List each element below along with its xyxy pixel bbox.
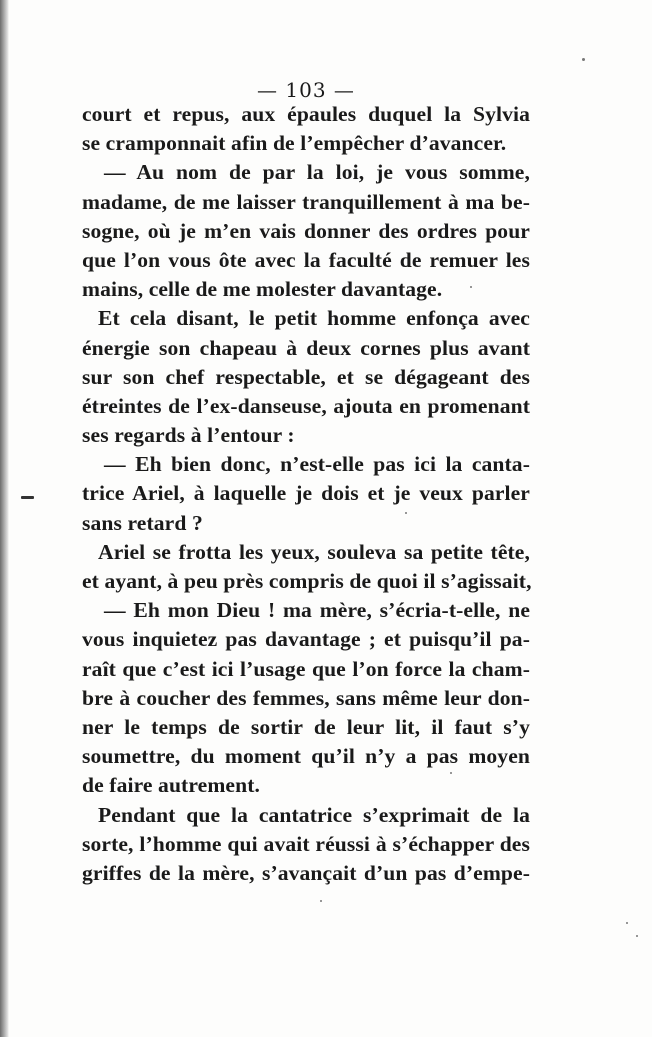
paper-speck <box>636 935 638 937</box>
text-line-27: griffes de la mère, s’avançait d’un pas d’empe- <box>82 860 530 885</box>
text-line-10: sur son chef respectable, et se dégageant des <box>82 364 530 389</box>
paper-speck <box>320 900 322 902</box>
text-line-6: que l’on vous ôte avec la faculté de remuer les <box>82 247 530 272</box>
text-line-19: vous inquietez pas davantage ; et puisqu’il pa- <box>82 627 530 652</box>
text-line-9: énergie son chapeau à deux cornes plus avant <box>82 335 530 360</box>
text-line-1: court et repus, aux épaules duquel la Sylvia <box>82 102 530 126</box>
text-line-17: et ayant, à peu près compris de quoi il s’agissait, <box>82 569 532 593</box>
paper-speck <box>582 58 585 61</box>
text-line-5: sogne, où je m’en vais donner des ordres pour <box>82 218 530 243</box>
text-line-3: — Au nom de par la loi, je vous somme, <box>104 160 530 185</box>
text-line-2: se cramponnait afin de l’empêcher d’avancer. <box>82 131 507 156</box>
text-line-16: Ariel se frotta les yeux, souleva sa petite tête, <box>98 539 530 564</box>
text-line-7: mains, celle de me molester davantage. <box>82 277 443 302</box>
text-line-13: — Eh bien donc, n’est-elle pas ici la canta- <box>104 452 530 477</box>
margin-mark <box>21 496 34 499</box>
text-line-21: bre à coucher des femmes, sans même leur don- <box>82 685 530 710</box>
text-line-14: trice Ariel, à laquelle je dois et je veux parler <box>82 481 530 506</box>
text-line-22: ner le temps de sortir de leur lit, il faut s’y <box>82 714 530 739</box>
text-line-24: de faire autrement. <box>82 773 261 798</box>
paper-speck <box>405 512 407 514</box>
text-line-25: Pendant que la cantatrice s’exprimait de la <box>98 802 530 827</box>
text-line-12: ses regards à l’entour : <box>82 423 295 448</box>
text-line-23: soumettre, du moment qu’il n’y a pas moyen <box>82 744 530 769</box>
paper-speck <box>626 922 628 924</box>
text-line-4: madame, de me laisser tranquillement à ma be- <box>82 189 530 214</box>
text-line-18: — Eh mon Dieu ! ma mère, s’écria-t-elle, ne <box>104 598 530 623</box>
text-line-8: Et cela disant, le petit homme enfonça avec <box>98 306 530 331</box>
paper-speck <box>450 772 452 774</box>
paper-speck <box>470 286 472 288</box>
text-line-11: étreintes de l’ex-danseuse, ajouta en promenant <box>82 393 530 418</box>
page-number: — 103 — <box>257 78 355 102</box>
text-line-26: sorte, l’homme qui avait réussi à s’échapper des <box>82 831 530 856</box>
text-line-20: raît que c’est ici l’usage que l’on force la cham- <box>82 656 530 681</box>
text-line-15: sans retard ? <box>82 510 203 535</box>
body-text <box>82 100 530 888</box>
page-binding-edge <box>0 0 9 1037</box>
